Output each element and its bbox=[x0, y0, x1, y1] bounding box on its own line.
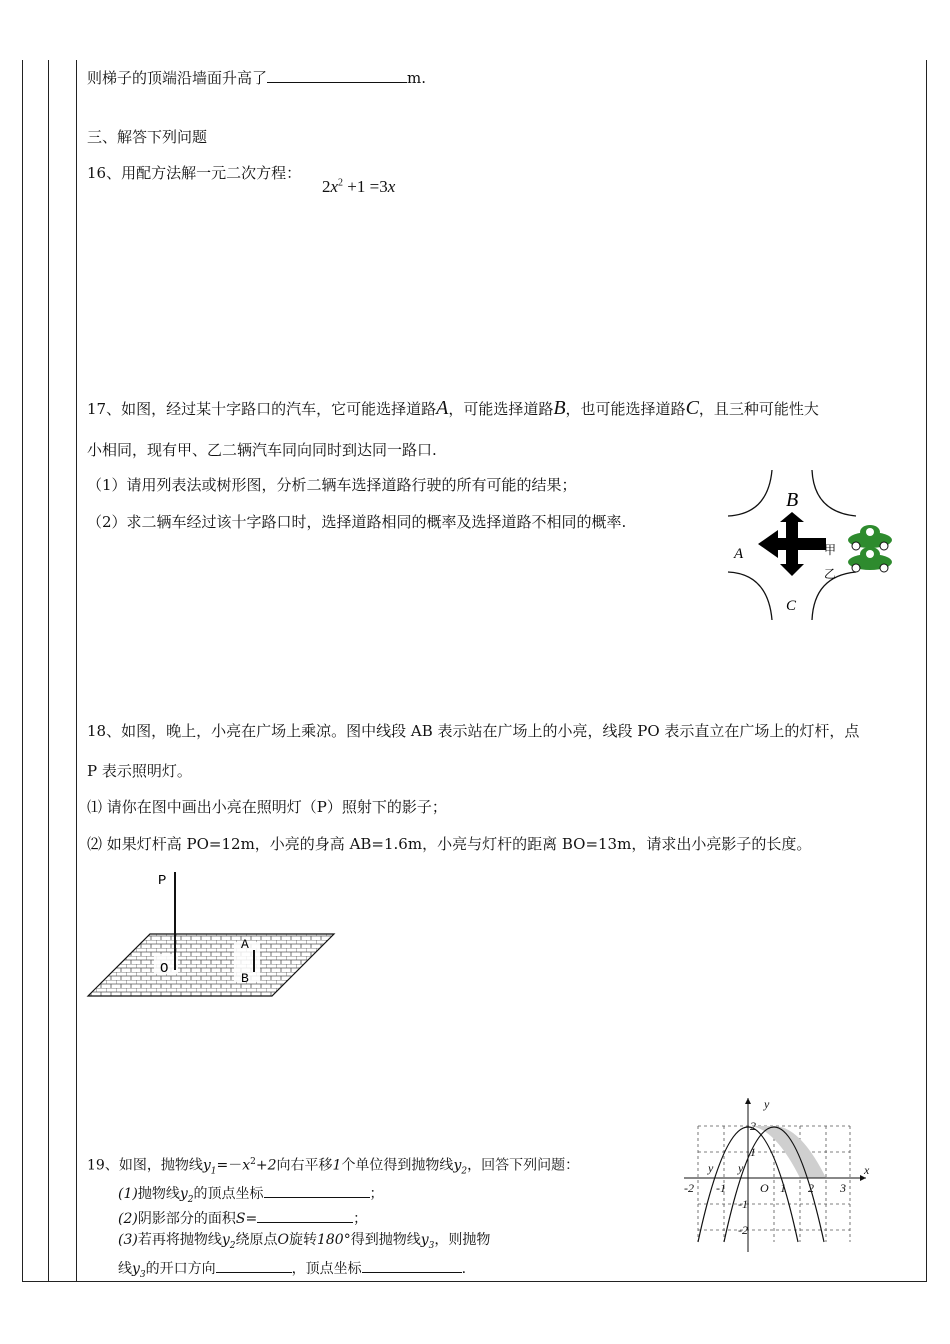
q16-text: 16、用配方法解一元二次方程： bbox=[87, 164, 302, 182]
fig-label-yi: 乙 bbox=[824, 567, 837, 581]
fig-label-p: P bbox=[158, 873, 167, 889]
tick-x-3: 3 bbox=[840, 1181, 846, 1195]
q19-part1: (1)抛物线$y_2$的顶点坐标 ； bbox=[118, 1183, 384, 1205]
axis-x-label: x bbox=[864, 1163, 870, 1177]
q15-answer-blank[interactable] bbox=[267, 68, 407, 83]
tick-y-neg2: -2 bbox=[738, 1223, 748, 1237]
curve-label-y2: y bbox=[738, 1161, 744, 1175]
fig-label-b: B bbox=[786, 489, 799, 511]
q18-sub1: ⑴ 请你在图中画出小亮在照明灯（P）照射下的影子； bbox=[87, 798, 447, 816]
plaza-ground bbox=[88, 934, 334, 996]
car-jia-icon bbox=[848, 525, 892, 550]
q19-part4: 线$y_3$的开口方向 ，顶点坐标 . bbox=[118, 1258, 466, 1280]
q17-sub2: （2）求二辆车经过该十字路口时，选择道路相同的概率及选择道路不相同的概率. bbox=[87, 513, 627, 531]
road-corner-top-right bbox=[812, 470, 856, 516]
tick-x-2: 2 bbox=[808, 1181, 814, 1195]
q18-line2: P 表示照明灯。 bbox=[87, 762, 192, 780]
crossroad-figure bbox=[720, 462, 900, 632]
fig-label-jia: 甲 bbox=[824, 543, 837, 557]
tick-y-neg1: -1 bbox=[738, 1197, 748, 1211]
parabola-graph bbox=[680, 1092, 876, 1254]
q16-equation: $2x^2 +1 =3x$ bbox=[322, 177, 396, 196]
tick-x-1: 1 bbox=[780, 1181, 786, 1195]
q19-vertex-y3-blank[interactable] bbox=[362, 1258, 462, 1273]
frame-right-line bbox=[926, 60, 927, 1282]
plaza-figure bbox=[86, 868, 338, 1002]
q19-line1: 19、如图，抛物线$y_1=-x^2+2$向右平移1个单位得到抛物线$y_2$，回答下列问题： bbox=[87, 1157, 580, 1177]
q17-sub1: （1）请用列表法或树形图，分析二辆车选择道路行驶的所有可能的结果； bbox=[87, 476, 577, 494]
q17-line2: 小相同，现有甲、乙二辆汽车同向同时到达同一路口. bbox=[87, 441, 437, 459]
q19-direction-blank[interactable] bbox=[216, 1258, 292, 1273]
tick-x-neg1: -1 bbox=[716, 1181, 726, 1195]
q15-tail: 则梯子的顶端沿墙面升高了 m. bbox=[87, 69, 427, 87]
direction-arrows-icon bbox=[758, 512, 826, 576]
q17-line1: 17、如图，经过某十字路口的汽车，它可能选择道路A，可能选择道路B，也可能选择道路C，且三种可能性大 bbox=[87, 397, 819, 419]
fig-label-a: A bbox=[734, 546, 744, 562]
road-corner-top-left bbox=[728, 470, 772, 516]
q19-vertex-blank[interactable] bbox=[264, 1183, 370, 1198]
fig-label-b: B bbox=[241, 971, 249, 986]
axis-y-label: y bbox=[764, 1097, 770, 1111]
frame-left-line bbox=[22, 60, 23, 1282]
car-yi-icon bbox=[848, 547, 892, 572]
frame-third-line bbox=[76, 60, 77, 1282]
tick-origin: O bbox=[760, 1181, 769, 1195]
fig-label-o: O bbox=[160, 961, 169, 977]
section-3-title: 三、解答下列问题 bbox=[87, 128, 208, 146]
tick-x-neg2: -2 bbox=[684, 1181, 694, 1195]
frame-bottom-line bbox=[22, 1281, 927, 1282]
tick-y-1: 1 bbox=[750, 1145, 756, 1159]
fig-label-a: A bbox=[241, 937, 249, 952]
q19-area-blank[interactable] bbox=[257, 1208, 353, 1223]
curve-label-y1: y bbox=[708, 1161, 714, 1175]
frame-second-line bbox=[48, 60, 49, 1282]
q19-part3: (3)若再将抛物线$y_2$绕原点O旋转180°得到抛物线$y_3$，则抛物 bbox=[118, 1232, 491, 1251]
fig-label-c: C bbox=[786, 598, 797, 614]
q19-part2: (2)阴影部分的面积S= ； bbox=[118, 1208, 367, 1226]
q18-line1: 18、如图，晚上，小亮在广场上乘凉。图中线段 AB 表示站在广场上的小亮，线段 PO 表示直立在广场上的灯杆，点 bbox=[87, 722, 860, 740]
q18-sub2: ⑵ 如果灯杆高 PO=12m，小亮的身高 AB=1.6m，小亮与灯杆的距离 BO=13m，请求出小亮影子的长度。 bbox=[87, 835, 812, 853]
tick-y-2: 2 bbox=[750, 1119, 756, 1133]
road-corner-bottom-left bbox=[728, 572, 772, 620]
